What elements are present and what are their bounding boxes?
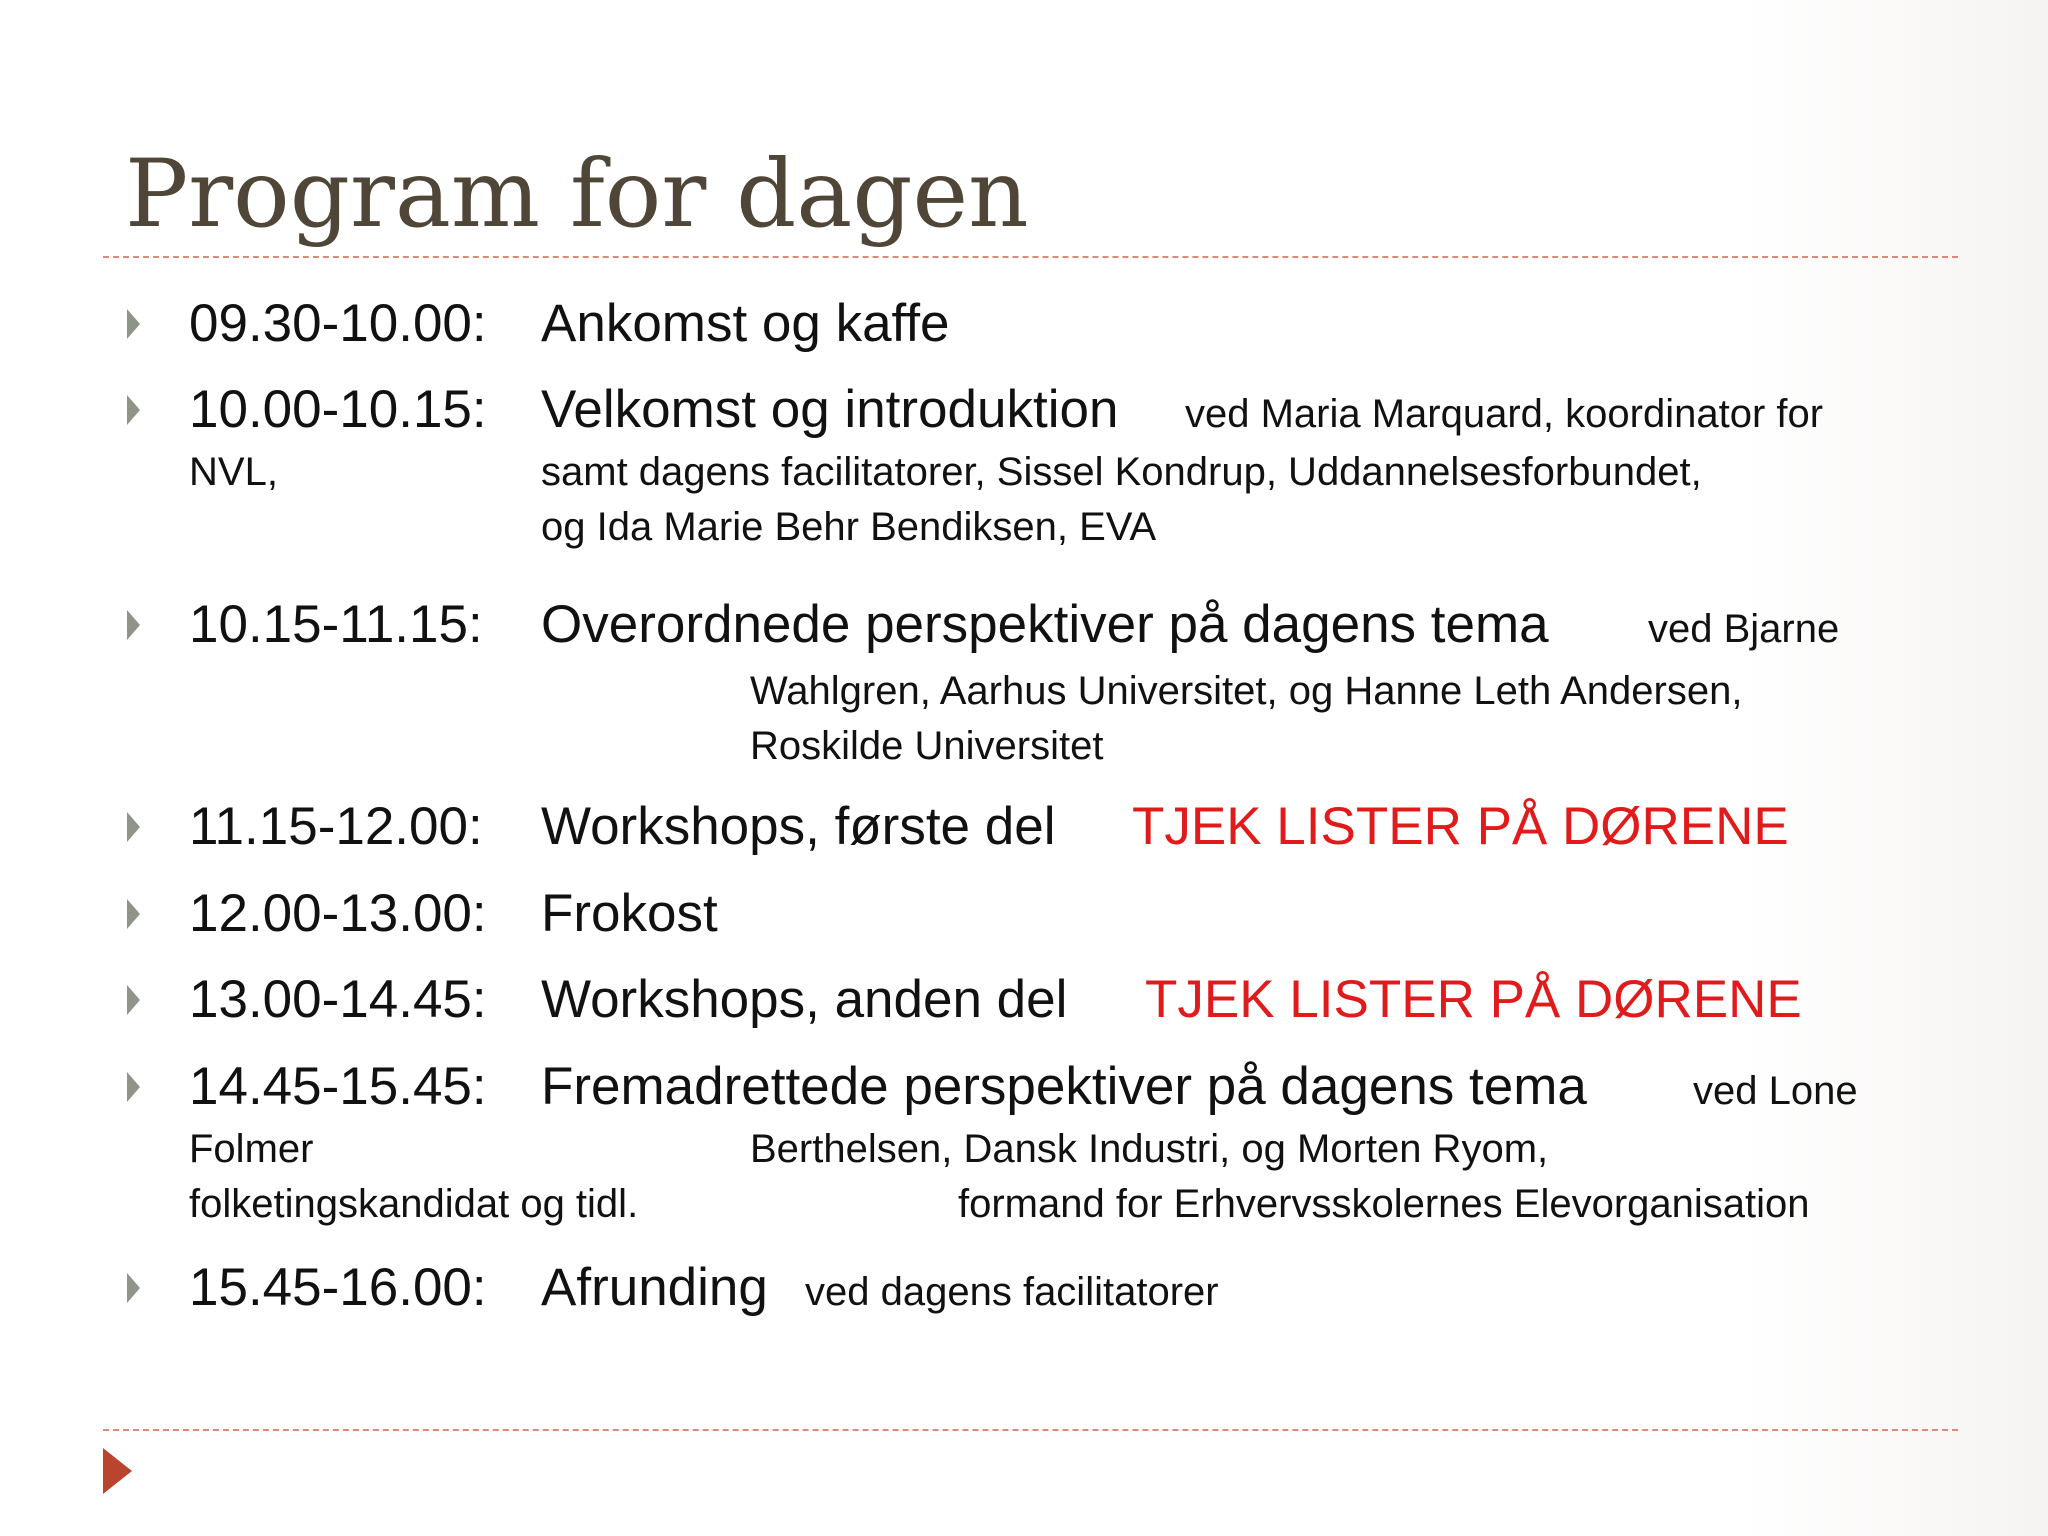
item-time: 11.15-12.00: [189, 797, 483, 856]
item-detail: ved Bjarne [1648, 607, 1840, 651]
bullet-icon [127, 985, 140, 1015]
item-heading: Workshops, første del [541, 797, 1056, 856]
bullet-icon [127, 1072, 140, 1102]
item-detail: ved Lone [1693, 1069, 1858, 1113]
bullet-icon [127, 899, 140, 929]
footer-divider [103, 1429, 1958, 1431]
item-detail: Folmer [189, 1127, 314, 1171]
bullet-icon [127, 812, 140, 842]
bullet-icon [127, 610, 140, 640]
item-heading: Ankomst og kaffe [541, 294, 950, 353]
item-time: 12.00-13.00: [189, 884, 487, 943]
item-time: 13.00-14.45: [189, 970, 487, 1029]
title-divider [103, 256, 1958, 258]
slide-title: Program for dagen [125, 140, 1029, 249]
item-detail: ved dagens facilitatorer [805, 1270, 1219, 1314]
item-detail: Roskilde Universitet [750, 724, 1104, 768]
item-heading: Afrunding [541, 1258, 768, 1317]
item-time: 10.00-10.15: [189, 380, 487, 439]
bullet-icon [127, 395, 140, 425]
item-detail: NVL, [189, 450, 278, 494]
item-detail: formand for Erhvervsskolernes Elevorganisation [958, 1182, 1810, 1226]
item-time: 14.45-15.45: [189, 1057, 487, 1116]
item-heading: Velkomst og introduktion [541, 380, 1119, 439]
bullet-icon [127, 1273, 140, 1303]
item-detail: og Ida Marie Behr Bendiksen, EVA [541, 505, 1157, 549]
item-detail: ved Maria Marquard, koordinator for [1185, 392, 1824, 436]
item-detail: folketingskandidat og tidl. [189, 1182, 639, 1226]
bullet-icon [127, 309, 140, 339]
triangle-arrow-icon [103, 1448, 132, 1494]
item-detail: samt dagens facilitatorer, Sissel Kondrup, Uddannelsesforbundet, [541, 450, 1702, 494]
item-heading: Overordnede perspektiver på dagens tema [541, 595, 1549, 654]
item-note: TJEK LISTER PÅ DØRENE [1132, 797, 1789, 856]
item-detail: Berthelsen, Dansk Industri, og Morten Ryom, [750, 1127, 1549, 1171]
item-time: 10.15-11.15: [189, 595, 483, 654]
item-note: TJEK LISTER PÅ DØRENE [1145, 970, 1802, 1029]
item-detail: Wahlgren, Aarhus Universitet, og Hanne Leth Andersen, [750, 669, 1743, 713]
item-heading: Fremadrettede perspektiver på dagens tema [541, 1057, 1587, 1116]
item-heading: Workshops, anden del [541, 970, 1068, 1029]
item-time: 15.45-16.00: [189, 1258, 487, 1317]
item-time: 09.30-10.00: [189, 294, 487, 353]
item-heading: Frokost [541, 884, 718, 943]
